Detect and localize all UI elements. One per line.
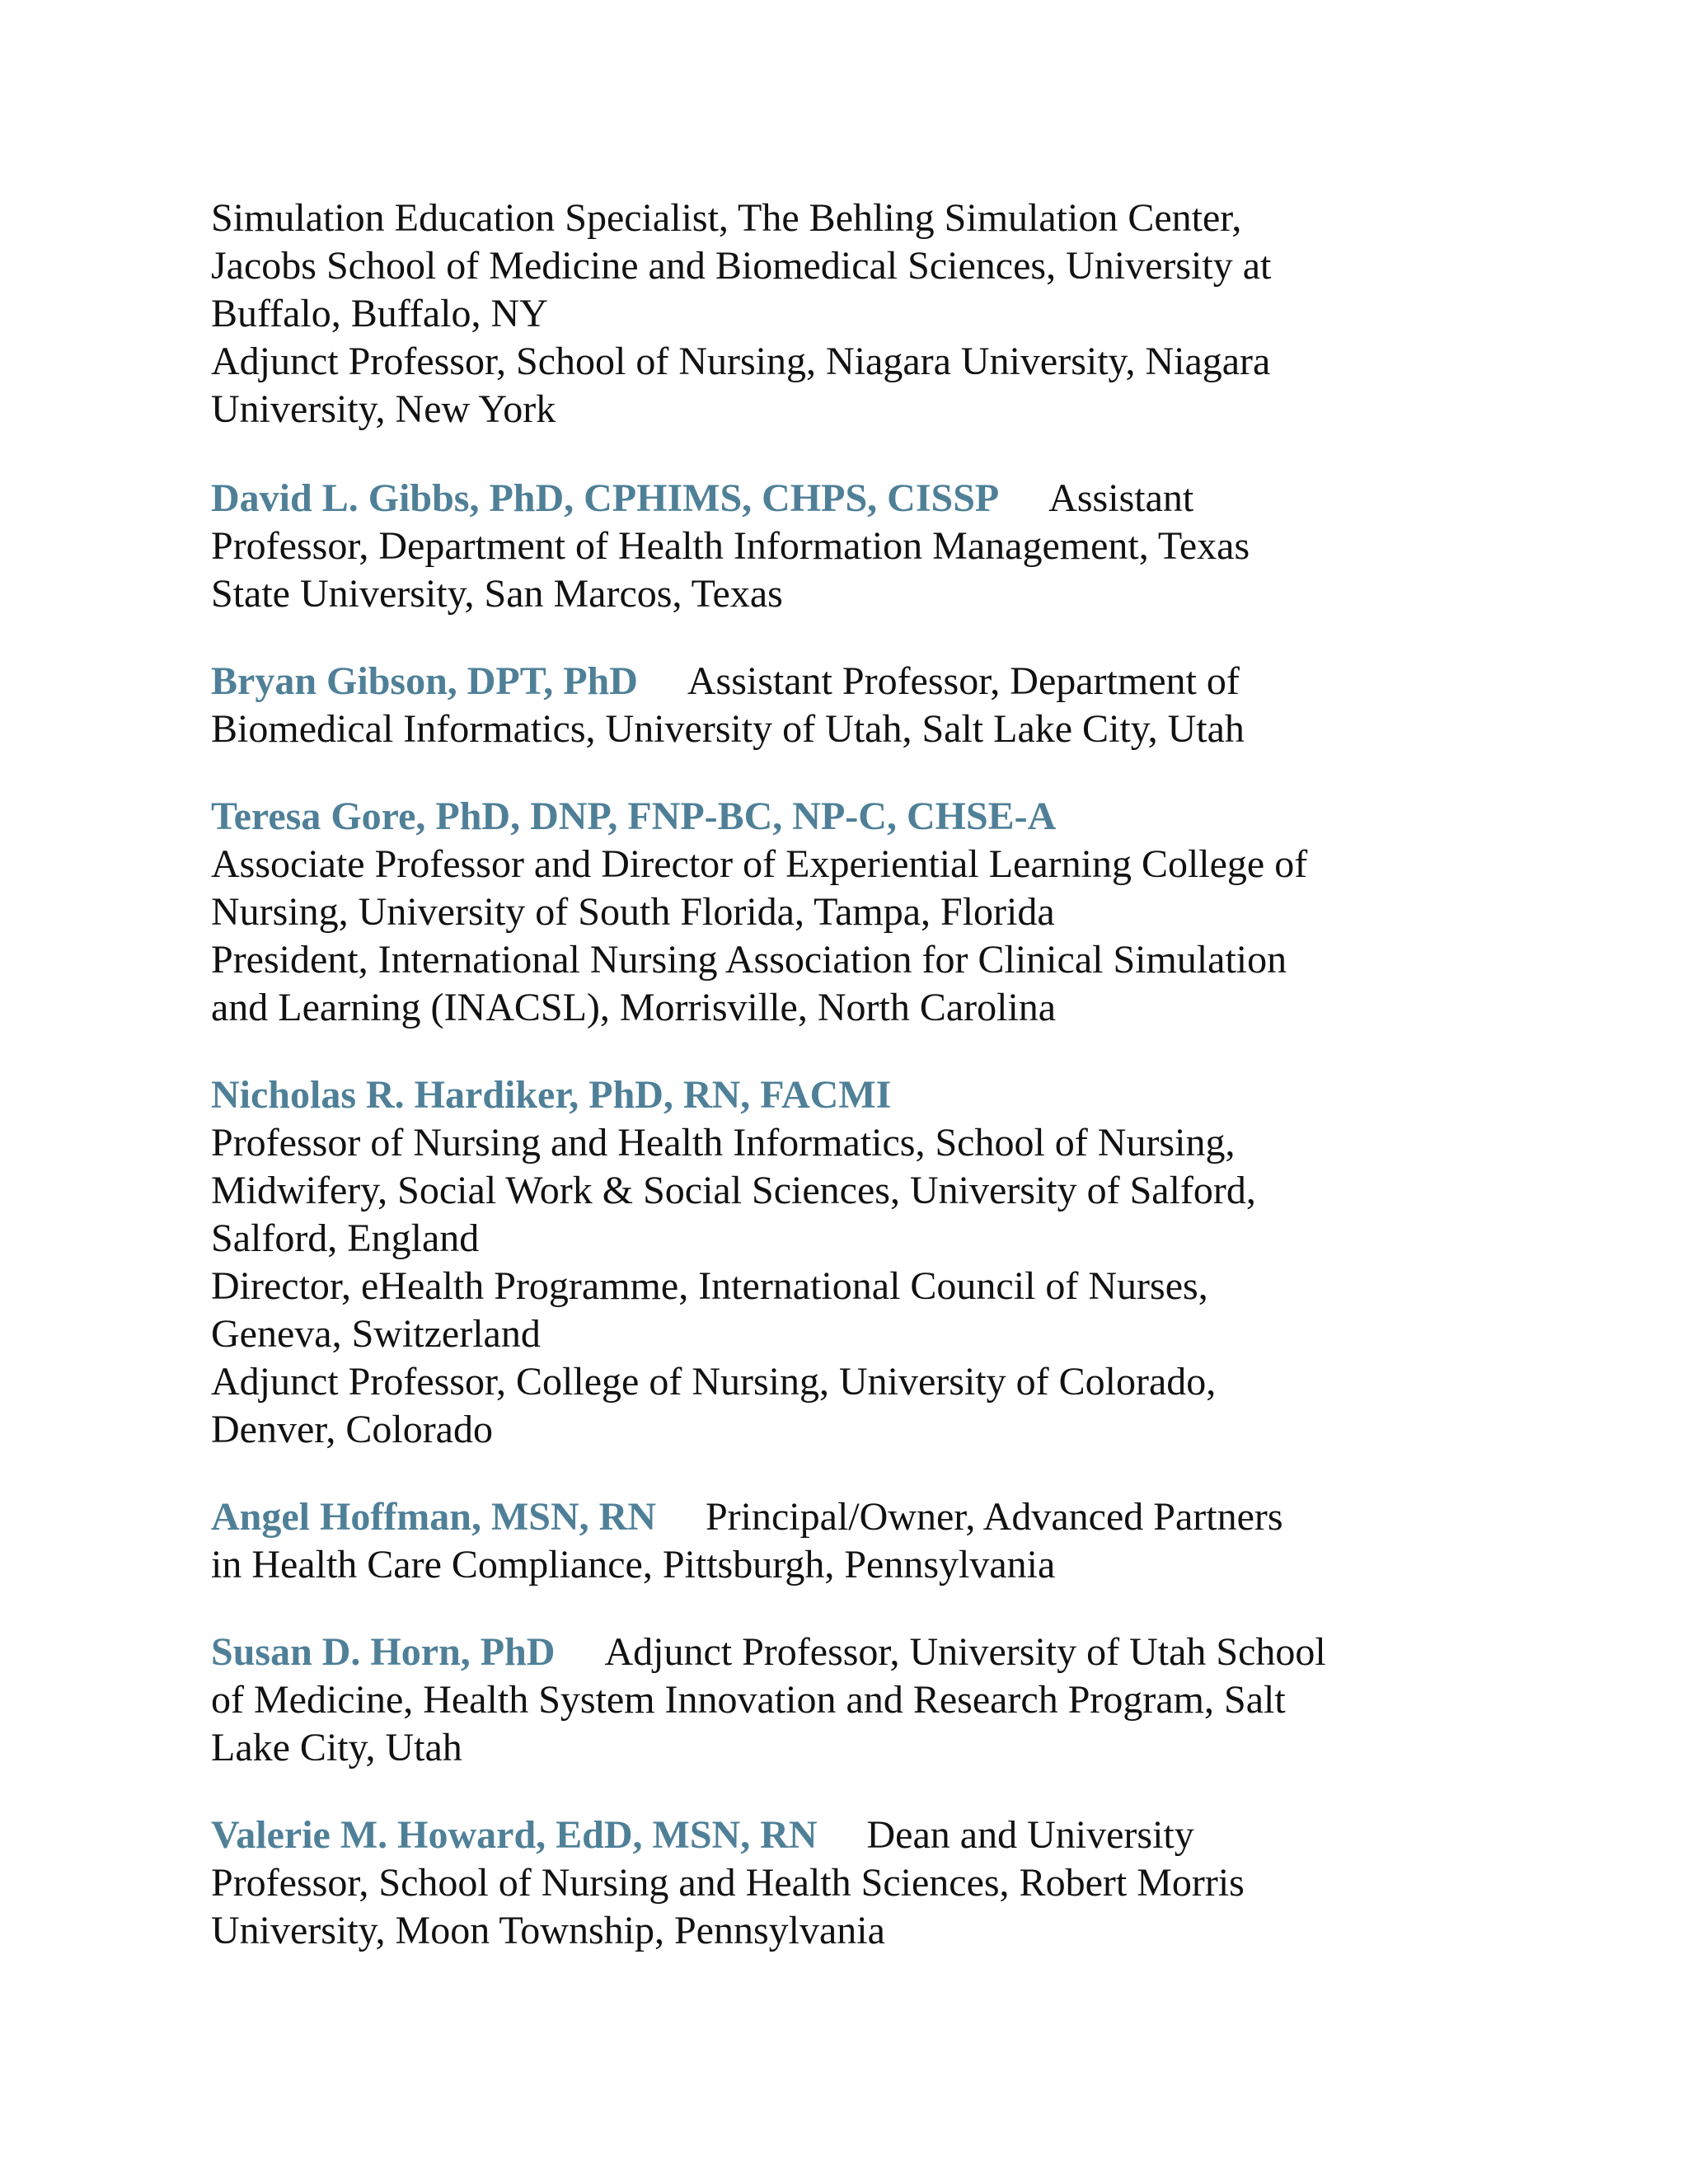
- continuation-line: Simulation Education Specialist, The Behling Simulation Center,: [211, 196, 1242, 240]
- contributor-line: Nursing, University of South Florida, Tampa, Florida: [211, 890, 1055, 934]
- contributor-entry-gibson: [211, 658, 1497, 753]
- contributor-line: Professor, Department of Health Information Management, Texas: [211, 524, 1250, 568]
- contributor-heading-line: [211, 1811, 1497, 1859]
- contributor-line: Salford, England: [211, 1216, 480, 1260]
- contributor-heading-line: [211, 793, 1497, 841]
- contributor-line: Midwifery, Social Work & Social Sciences, University of Salford,: [211, 1169, 1256, 1212]
- contributor-heading-line: [211, 1629, 1497, 1676]
- contributor-line: in Health Care Compliance, Pittsburgh, Pennsylvania: [211, 1543, 1056, 1586]
- contributor-inline-text: Dean and University: [866, 1813, 1194, 1857]
- continuation-entry: [211, 194, 1497, 434]
- contributor-entry-hardiker: [211, 1071, 1497, 1454]
- contributor-name: Nicholas R. Hardiker, PhD, RN, FACMI: [211, 1073, 892, 1117]
- contributor-line: Associate Professor and Director of Experiential Learning College of: [211, 842, 1308, 886]
- contributor-line: Lake City, Utah: [211, 1726, 462, 1769]
- contributor-inline-text: Principal/Owner, Advanced Partners: [705, 1495, 1283, 1539]
- contributor-heading-line: [211, 1493, 1497, 1541]
- contributor-line: of Medicine, Health System Innovation and Research Program, Salt: [211, 1678, 1286, 1722]
- contributor-line: State University, San Marcos, Texas: [211, 572, 783, 616]
- contributor-inline-text: Adjunct Professor, University of Utah School: [604, 1630, 1326, 1674]
- contributor-line: Adjunct Professor, College of Nursing, University of Colorado,: [211, 1360, 1217, 1404]
- contributor-entry-gore: [211, 793, 1497, 1032]
- contributor-name: Bryan Gibson, DPT, PhD: [211, 659, 638, 703]
- contributor-inline-text: Assistant Professor, Department of: [687, 659, 1240, 703]
- contributor-name: Susan D. Horn, PhD: [211, 1630, 556, 1674]
- contributor-heading-line: [211, 1071, 1497, 1119]
- contributor-name: Teresa Gore, PhD, DNP, FNP-BC, NP-C, CHSE-A: [211, 794, 1057, 838]
- contributor-entry-gibbs: [211, 475, 1497, 618]
- contributor-name: Valerie M. Howard, EdD, MSN, RN: [211, 1813, 818, 1857]
- contributor-heading-line: [211, 658, 1497, 705]
- contributor-heading-line: [211, 475, 1497, 523]
- continuation-line: Adjunct Professor, School of Nursing, Niagara University, Niagara: [211, 340, 1271, 383]
- continuation-line: Jacobs School of Medicine and Biomedical Sciences, University at: [211, 244, 1272, 288]
- contributor-entry-hoffman: [211, 1493, 1497, 1589]
- contributor-line: Geneva, Switzerland: [211, 1312, 541, 1356]
- contributor-line: Professor of Nursing and Health Informatics, School of Nursing,: [211, 1121, 1236, 1165]
- continuation-line: Buffalo, Buffalo, NY: [211, 292, 548, 335]
- contributor-entry-howard: [211, 1811, 1497, 1955]
- contributor-line: University, Moon Township, Pennsylvania: [211, 1909, 885, 1952]
- contributor-inline-text: Assistant: [1048, 476, 1194, 520]
- contributor-line: President, International Nursing Association for Clinical Simulation: [211, 938, 1287, 982]
- contributor-name: Angel Hoffman, MSN, RN: [211, 1495, 656, 1539]
- contributor-line: and Learning (INACSL), Morrisville, North Carolina: [211, 986, 1057, 1029]
- contributor-entry-horn: [211, 1629, 1497, 1772]
- contributor-line: Professor, School of Nursing and Health Sciences, Robert Morris: [211, 1861, 1245, 1905]
- continuation-line: University, New York: [211, 387, 556, 431]
- contributor-name: David L. Gibbs, PhD, CPHIMS, CHPS, CISSP: [211, 476, 1000, 520]
- contributor-line: Denver, Colorado: [211, 1408, 493, 1451]
- contributor-line: Director, eHealth Programme, International Council of Nurses,: [211, 1264, 1208, 1308]
- contributors-list: [211, 194, 1497, 1994]
- contributor-line: Biomedical Informatics, University of Utah, Salt Lake City, Utah: [211, 707, 1245, 751]
